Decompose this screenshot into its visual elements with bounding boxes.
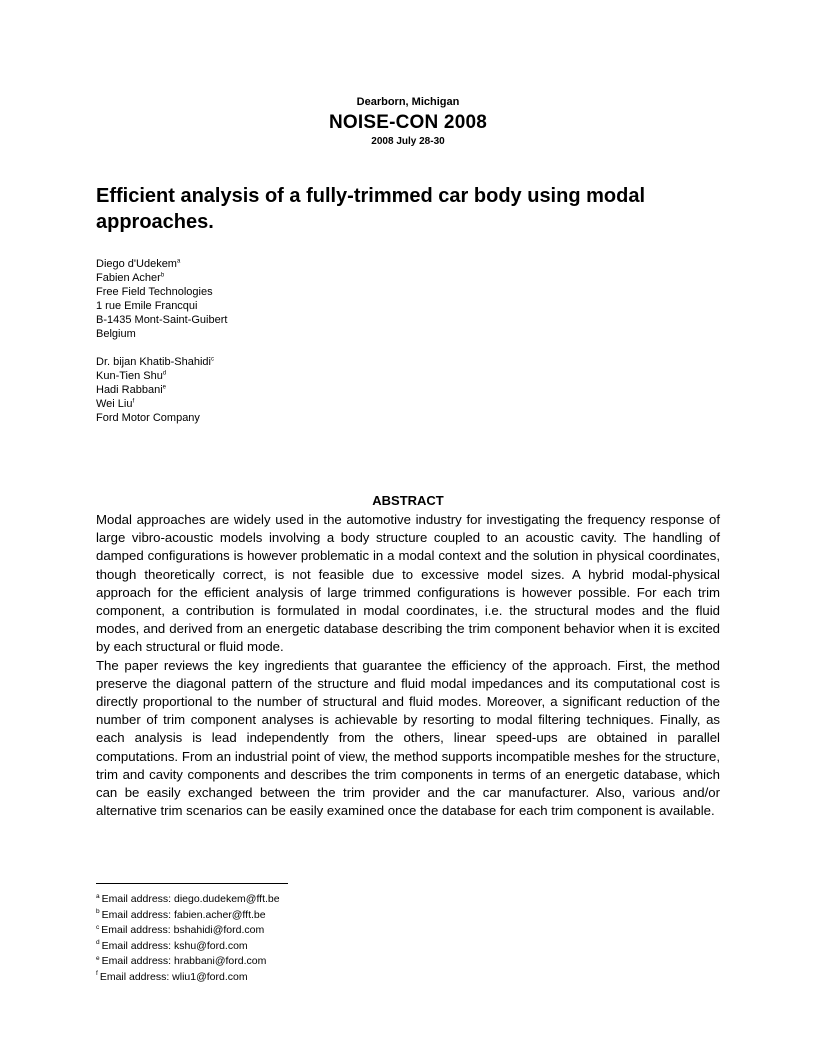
footnote-divider [96, 883, 288, 884]
footnote-email: Email address: diego.dudekem@fft.be [101, 893, 280, 905]
footnote [96, 892, 496, 908]
author-name: Dr. bijan Khatib-Shahidi [96, 356, 211, 368]
footnote-email: Email address: fabien.acher@fft.be [101, 908, 266, 921]
footnote-mark: a [96, 892, 100, 900]
abstract-body [96, 511, 720, 820]
author-mark: a [176, 258, 181, 265]
conference-location: Dearborn, Michigan [356, 96, 460, 108]
footnote-mark: e [96, 954, 100, 962]
author-mark: f [132, 398, 135, 405]
abstract-paragraph: Modal approaches are widely used in the automotive industry for investigating the frequency response of large vibro-acoustic models involving a body structure coupled to an acoustic cavity. The handling of damped configurations is however problematic in a modal context and the solution in physical coordinates, though theoretically correct, is not feasible due to excessive model sizes. A hybrid modal-physical approach for the efficient analysis of large trimmed configurations is however possible. For each trim component, a contribution is formulated in modal coordinates, i.e. the structural modes and the fluid modes, and derived from an energetic database describing the trim component behavior when it is excited by each structural or fluid mode. [96, 512, 720, 655]
conference-date: 2008 July 28-30 [371, 136, 445, 147]
author-name: Diego d'Udekem [96, 258, 177, 270]
footnote-email: Email address: bshahidi@ford.com [101, 924, 265, 937]
footnote-email: Email address: kshu@ford.com [101, 939, 248, 952]
address-line: Belgium [96, 327, 136, 340]
footnote-mark: f [96, 970, 98, 978]
author-line [96, 370, 496, 384]
author-mark: c [210, 356, 214, 363]
footnote [96, 970, 496, 986]
author-mark: d [162, 370, 167, 377]
author-line [96, 384, 496, 398]
author-mark: e [162, 384, 166, 391]
paper-title: Efficient analysis of a fully-trimmed car body using modal approaches. [96, 185, 646, 233]
footnote-email: Email address: hrabbani@ford.com [101, 955, 267, 968]
footnote [96, 908, 496, 924]
author-name: Kun-Tien Shu [96, 369, 163, 382]
abstract-paragraph: The paper reviews the key ingredients that guarantee the efficiency of the approach. First, the method preserve the diagonal pattern of the structure and fluid modal impedances and its computational cost is directly proportional to the number of structural and fluid modes. Moreover, a significant reduction of the number of trim component analyses is achievable by resorting to modal filtering techniques. Finally, as each analysis is lead independently from the others, linear speed-ups are obtained in parallel computations. From an industrial point of view, the method supports incompatible meshes for the structure, trim and cavity components and describes the trim components in terms of an energetic database, which can be easily exchanged between the trim provider and the car manufacturer. Also, various and/or alternative trim scenarios can be easily examined once the database for each trim component is available. [96, 657, 720, 819]
author-line [96, 258, 496, 272]
conference-name: NOISE-CON 2008 [328, 112, 488, 133]
address-line: B-1435 Mont-Saint-Guibert [96, 313, 228, 326]
footnote-mark: b [96, 908, 100, 916]
author-mark: b [160, 272, 165, 279]
author-line [96, 356, 496, 370]
footnote-email: Email address: wliu1@ford.com [99, 970, 248, 983]
author-name: Hadi Rabbani [96, 383, 163, 396]
author-line [96, 272, 496, 286]
footnote [96, 923, 496, 939]
author-name: Wei Liu [96, 397, 133, 410]
abstract-heading: ABSTRACT [372, 493, 444, 508]
address-line: 1 rue Emile Francqui [96, 299, 198, 312]
footnote [96, 939, 496, 955]
footnote [96, 954, 496, 970]
footnote-mark: d [96, 939, 100, 947]
affiliation-block-fft [96, 258, 496, 341]
author-name: Fabien Acher [96, 271, 161, 284]
affiliation-block-ford [96, 356, 496, 426]
address-line: Free Field Technologies [96, 285, 213, 298]
author-line [96, 398, 496, 412]
footnotes [96, 892, 496, 986]
footnote-mark: c [96, 923, 100, 931]
address-line: Ford Motor Company [96, 411, 200, 424]
